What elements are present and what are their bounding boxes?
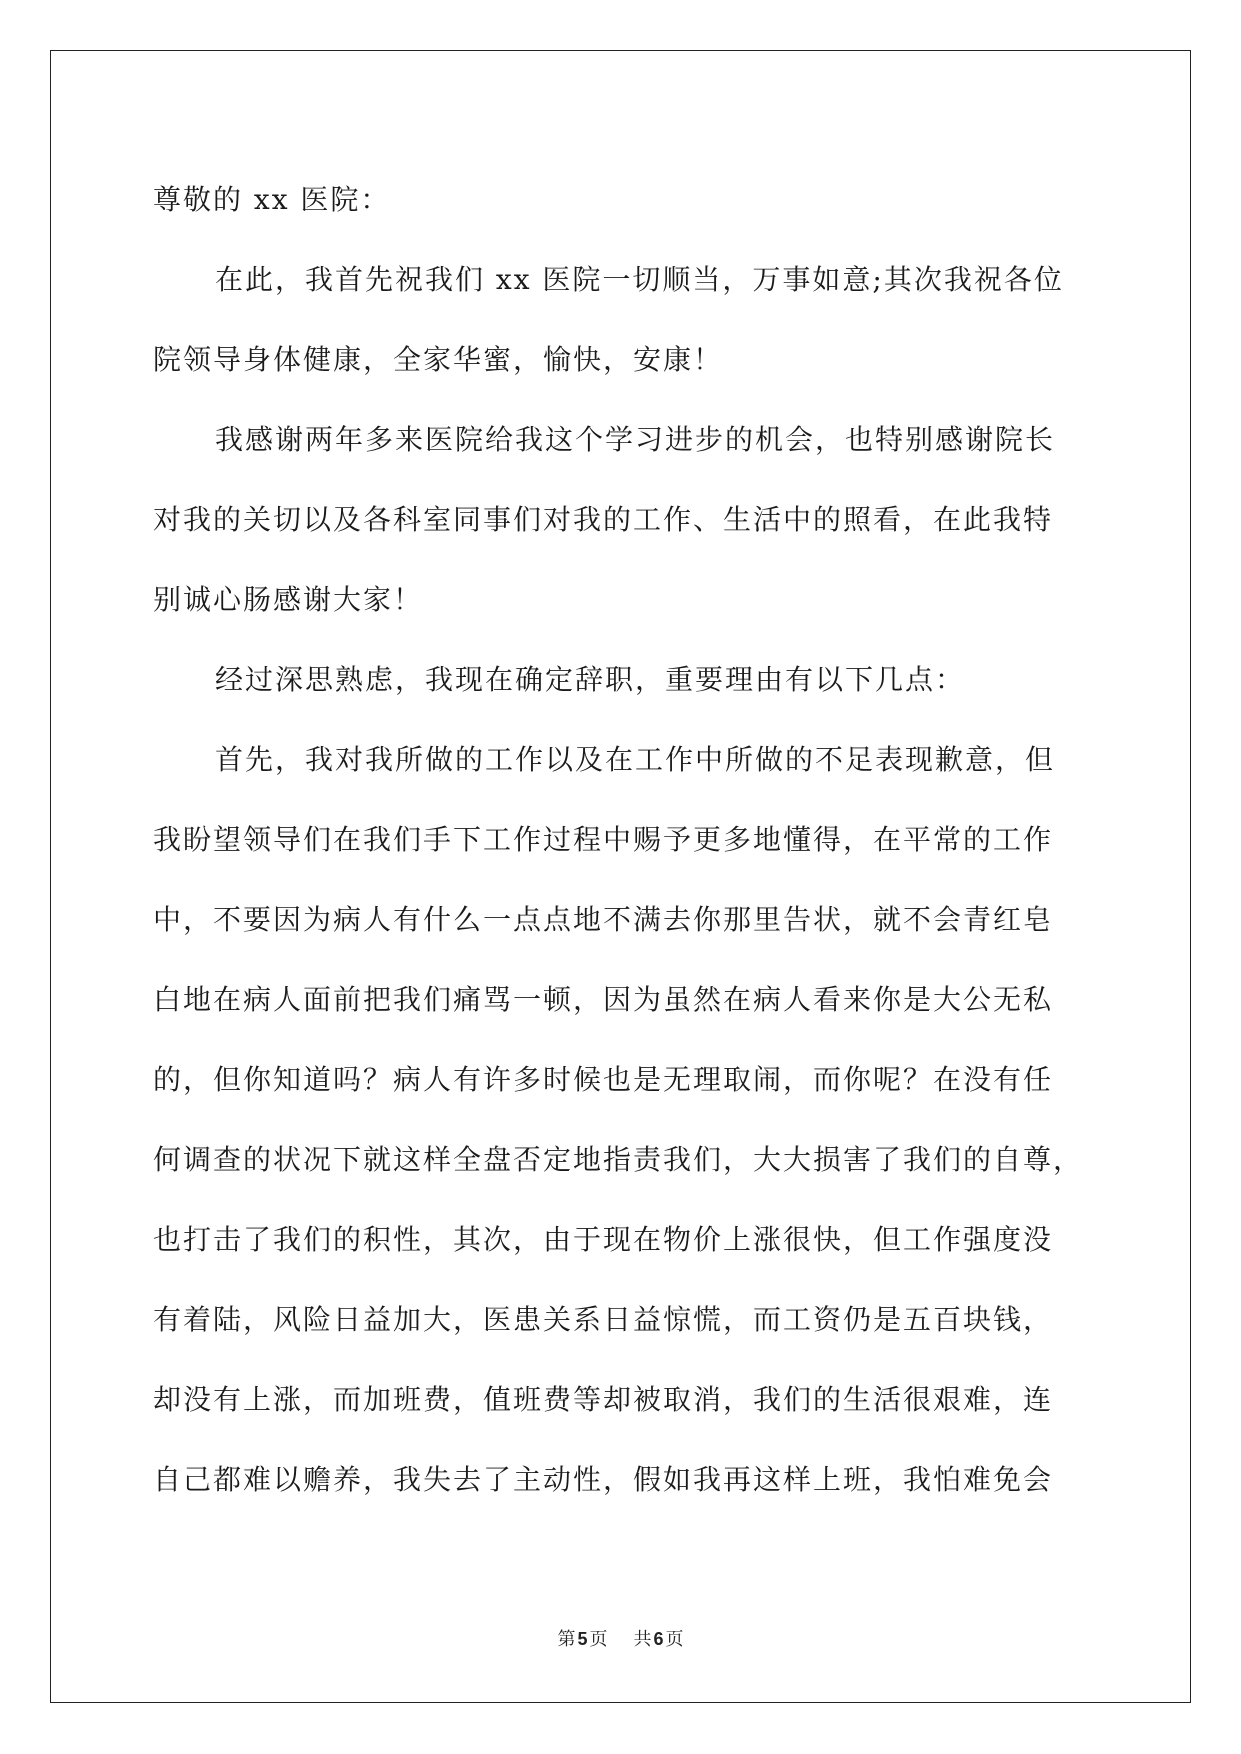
paragraph-line: 的，但你知道吗？病人有许多时候也是无理取闹，而你呢？在没有任 [153,1063,1054,1096]
total-pages: 6 [653,1629,664,1649]
page-suffix: 页 [589,1629,608,1650]
paragraph-line: 别诚心肠感谢大家！ [153,583,424,616]
paragraph-line: 中，不要因为病人有什么一点点地不满去你那里告状，就不会青红皂 [153,903,1054,936]
paragraph-line: 首先，我对我所做的工作以及在工作中所做的不足表现歉意，但 [215,743,1056,776]
page-number: 5 [577,1629,588,1649]
paragraph-line: 何调查的状况下就这样全盘否定地指责我们，大大损害了我们的自尊， [153,1143,1084,1176]
page-footer [0,1625,1241,1651]
paragraph-line: 对我的关切以及各科室同事们对我的工作、生活中的照看，在此我特 [153,503,1054,536]
paragraph-line: 自己都难以赡养，我失去了主动性，假如我再这样上班，我怕难免会 [153,1463,1054,1496]
paragraph-line: 经过深思熟虑，我现在确定辞职，重要理由有以下几点： [215,663,966,696]
paragraph-line: 我盼望领导们在我们手下工作过程中赐予更多地懂得，在平常的工作 [153,823,1054,856]
paragraph-line: 也打击了我们的积性，其次，由于现在物价上涨很快，但工作强度没 [153,1223,1054,1256]
paragraph-line: 我感谢两年多来医院给我这个学习进步的机会，也特别感谢院长 [215,423,1056,456]
paragraph-line: 却没有上涨，而加班费，值班费等却被取消，我们的生活很艰难，连 [153,1383,1054,1416]
paragraph-line: 有着陆，风险日益加大，医患关系日益惊慌，而工资仍是五百块钱， [153,1303,1054,1336]
document-body [153,160,1093,1520]
page-prefix: 第 [557,1629,576,1650]
paragraph-line: 在此，我首先祝我们 xx 医院一切顺当，万事如意;其次我祝各位 [215,263,1064,296]
salutation: 尊敬的 xx 医院： [153,183,391,216]
total-prefix: 共 [633,1629,652,1650]
paragraph-line: 院领导身体健康，全家华蜜，愉快，安康！ [153,343,724,376]
total-suffix: 页 [665,1629,684,1650]
paragraph-line: 白地在病人面前把我们痛骂一顿，因为虽然在病人看来你是大公无私 [153,983,1054,1016]
